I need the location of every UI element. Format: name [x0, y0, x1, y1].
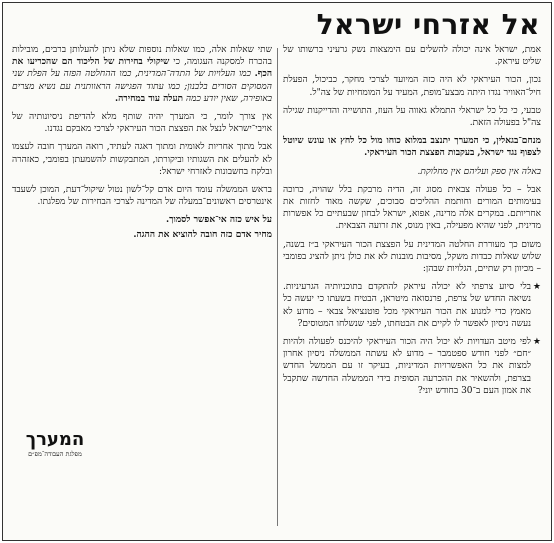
paragraph: מחיר אדם כזה חובה להוציא את ההגה. [133, 229, 272, 240]
paragraph: נכון, הכור העיראקי לא היה כזה המיועד לצרכי מחקר, כביכול, הפעלת חיל־האוויר נגדו היתה מבצע־מופת, המעיד על המומחיות של צה"ל. [283, 75, 541, 98]
paragraph [12, 44, 272, 105]
party-logo-text: המערך [25, 429, 85, 450]
star-bullet-icon: ★ [532, 337, 541, 348]
bullet-text: לפי מיטב העדויות לא יכול היה הכור העיראקי להיכנס לפעולה ולהיות ״חם״ לפני חודש ספטמבר – מדוע לא עשתה הממשלה ניסיון אחרון למצות את כל האפשרויות המדיניות, בעיקר זו עם הממשל החדש בצרפת, ולהשאיר את ההכרעה הסופית בידי הממשלה החדשה שתקבל את אמון העם ב־30 בחודש יוני? [283, 337, 531, 396]
paragraph: אין צורך לומר, כי המערך יהיה שותף מלא להדיפת ניסיונותיה של אויבי־ישראל לנצל את הפצצת הכור העיראקי לצרכי מאבקם נגדנו. [12, 112, 272, 135]
paragraph: מנחם־בגאלין, כי המערך יתנצב במלוא כוחו מול כל לחץ או עונש שיוטל לצפוף נגד ישראל, בעקבות הפצצת הכור העיראקי. [283, 136, 541, 159]
paragraph-text: שתי שאלות אלה, כמו שאלות נוספות שלא ניתן להעלותן ברבים, מובילות בהכרח למסקנה העגומה, כי [12, 45, 272, 68]
signature [20, 430, 90, 458]
emphasis-text: שיקולי בחירות של הליכוד הם שהכריעו את הכף. [12, 57, 272, 80]
column-divider [277, 48, 278, 526]
paragraph: בראש הממשלה עומד היום אדם קל־לשון נטול שיקול־דעת, המוכן לשעבד אינטרסים ראשונים־במעלה של המדינה לצרכי הבחירות של מפלגתו. [12, 185, 272, 208]
bullet-item [283, 336, 541, 397]
emphasis-text: תעלה עוד במחירה. [114, 93, 184, 104]
paragraph: באלה אין ספק ועליהם אין מחלוקת. [417, 166, 541, 177]
paragraph: אבל – כל פעולה צבאית מסוג זה, הדיה מרבקת בלל שהויה, כרוכה בעימותים המורים וחותמת ההליכים סבוכים, שקשה מאוד לחזות את אחריותם. במקרים אלה מדינה, אפוא, ישראל לבחון שבעתיים כל אפשרות מדינית, לפני שהיא מפעילה, באין מנוס, את זרועה הצבאית. [283, 184, 541, 232]
paragraph: משום כך מעוררת החלטה המדינית על הפצצת הכור העיראקי ב״ז בשנה, שלוש שאלות כבדות משקל, מסיבות מובנות לא את כולן ניתן להציג בפומבי – מכיוון רק שתיים, הגלויות שבהן: [283, 239, 541, 275]
star-bullet-icon: ★ [532, 282, 541, 293]
paragraph: טבעי, כי כל כל ישראלי התמלא גאווה על העוז, התושייה והדייקנות שגילה צה"ל בפעולה הזאת. [283, 105, 541, 129]
paragraph: על איש כזה אי־אפשר לסמוך. [165, 215, 272, 226]
right-column [283, 44, 541, 529]
party-subtitle: מפלגת העבודה־מפ״ם [28, 450, 82, 458]
bullet-text: בלי סיוע צרפתי לא יכולה עיראק להתקדם בתוכניותיה הגרעיניות. נשיאה החדש של צרפת, פרנסואה מיטראן, הבטיח בשעתו כי יעשה כל מאמץ כדי למנוע את הכור העיראקי מכל פוטנציאל צבאי – מדוע לא נעשה ניסיון לאפשר לו לקיים את הבטחתו, לפני שנשלחו המטוסים? [283, 282, 531, 329]
paragraph: אבל מתוך אחריות לאומית ומתוך דאגה לעתיד, רואה המערך חובה לעצמו לא להעלים את השגותיו וביקורתו, המתבקשות להשמעתן בפומבי, כאזהרה ובלקח בחשבונות לאזרחי ישראל: [12, 142, 272, 177]
bullet-item [283, 281, 541, 330]
ad-title: אל אזרחי ישראל [316, 8, 540, 41]
paragraph-text: כמו העלויות של התדה־המדינית, כמו ההחלטה הפזה על הפלת שני המסוקים הסורים בלבנון; כמו עתוד הפגישה הראוותנית עם נשיא מצרים באופירה, שאין יודע כמה [12, 69, 272, 104]
paragraph: אמת, ישראל אינה יכולה להשלים עם הימצאות נשק גרעיני ברשותו של שליט עיראק. [283, 45, 541, 68]
